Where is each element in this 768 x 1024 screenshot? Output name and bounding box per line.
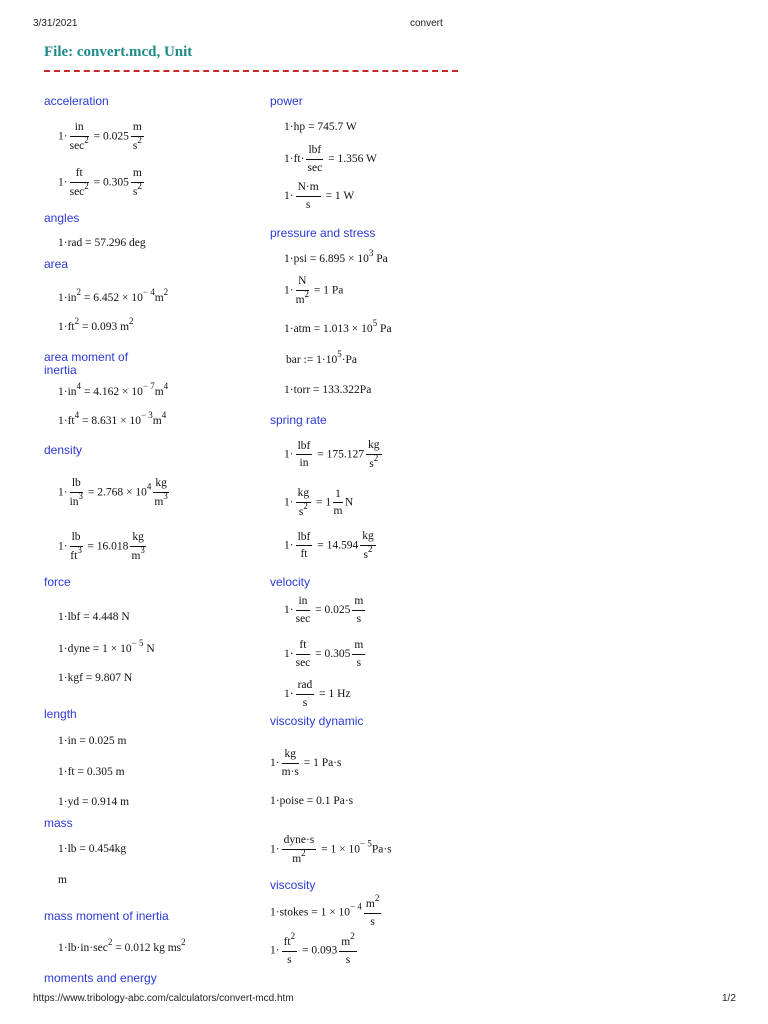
eq-area-in: $1\cdot in^2 = 6.452 \times 10^{- 4}m^2$ — [58, 287, 169, 304]
eq-pressure-psi: $1\cdot psi = 6.895 \times 10^3$ Pa — [284, 248, 388, 265]
eq-area-ft: $1\cdot ft^2 = 0.093$ $m^2$ — [58, 316, 134, 333]
section-force: force — [44, 575, 71, 589]
eq-pressure-torr: 1·torr = 133.322Pa — [284, 384, 372, 396]
eq-acceleration-ft: 1· ft $\sec^2$ = 0.305 $\frac{m}{s^2}$ — [58, 167, 142, 198]
eq-spring-lbf-ft: 1· lbf ft = 14.594 $\frac{kg}{s^2}$ — [284, 530, 374, 561]
eq-spring-kg-s2: 1· $\frac{kg}{s^2}$ = 1 $\frac{1}{m}$ N — [284, 487, 354, 518]
eq-pressure-bar: bar := $1\cdot 10^5\cdot Pa$ — [286, 349, 358, 366]
eq-viscosity-dynamic-poise: 1·poise = 0.1 Pa·s — [270, 795, 354, 807]
eq-angles-rad: 1·rad = 57.296 deg — [58, 237, 146, 249]
page-title: File: convert.mcd, Unit — [44, 44, 193, 60]
eq-mass-moment: $1\cdot lb\cdot in\cdot\sec^2 = 0.012$ kg $ms^2$ — [58, 937, 186, 954]
section-power: power — [270, 94, 303, 108]
section-pressure-and-stress: pressure and stress — [270, 226, 376, 240]
eq-pressure-atm: $1\cdot atm = 1.013 \times 10^5$ Pa — [284, 318, 392, 335]
section-acceleration: acceleration — [44, 94, 109, 108]
header-date: 3/31/2021 — [33, 18, 78, 29]
eq-length-ft: 1·ft = 0.305 m — [58, 766, 125, 778]
section-moments-and-energy: moments and energy — [44, 971, 157, 985]
eq-density-ft: 1· $\frac{lb}{ft^3}$ = 16.018 $\frac{kg}{m^3}$ — [58, 531, 145, 562]
section-spring-rate: spring rate — [270, 413, 327, 427]
eq-power-hp: 1·hp = 745.7 W — [284, 121, 357, 133]
section-area: area — [44, 257, 69, 271]
eq-acceleration-in: 1· in $\sec^2$ = 0.025 $\frac{m}{s^2}$ — [58, 121, 142, 152]
section-viscosity: viscosity — [270, 878, 316, 892]
eq-spring-lbf-in: 1· lbf in = 175.127 $\frac{kg}{s^2}$ — [284, 439, 380, 470]
section-velocity: velocity — [270, 575, 311, 589]
eq-area-moment-ft: $1\cdot ft^4 = 8.631 \times 10^{- 3}m^4$ — [58, 410, 167, 427]
title-divider — [44, 70, 458, 72]
eq-power-ftlbf: 1·ft· lbf sec = 1.356 W — [284, 144, 377, 174]
eq-velocity-in: 1· in sec = 0.025 $\frac{m}{s}$ — [284, 595, 364, 625]
eq-force-kgf: 1·kgf = 9.807 N — [58, 672, 133, 684]
eq-pressure-npm2: 1· $\frac{N}{m^2}$ = 1 Pa — [284, 275, 344, 306]
section-mass: mass — [44, 816, 73, 830]
eq-mass-lb: 1·lb = 0.454kg — [58, 843, 127, 855]
header-title: convert — [410, 18, 443, 29]
section-viscosity-dynamic: viscosity dynamic — [270, 714, 364, 728]
eq-velocity-ft: 1· ft sec = 0.305 $\frac{m}{s}$ — [284, 639, 364, 669]
eq-force-lbf: 1·lbf = 4.448 N — [58, 611, 130, 623]
footer-url[interactable]: https://www.tribology-abc.com/calculators/convert-mcd.htm — [33, 993, 294, 1004]
eq-viscosity-dynamic-kg: 1· $\frac{kg}{m\cdot s}$ = 1 Pa·s — [270, 748, 342, 778]
eq-viscosity-dynamic-dyne: 1· dyne·s $m^2$ = $1 \times 10^{- 5}Pa\cdot s$ — [270, 834, 392, 865]
eq-power-nm: 1· $\frac{N\cdot m}{s}$ = 1 W — [284, 181, 355, 211]
section-angles: angles — [44, 211, 80, 225]
eq-velocity-rad: 1· rad s = 1 Hz — [284, 679, 351, 709]
eq-mass-slug: m — [58, 874, 67, 886]
section-density: density — [44, 443, 83, 457]
eq-length-in: 1·in = 0.025 m — [58, 735, 127, 747]
eq-force-dyne: 1·dyne = $1 \times 10^{- 5}$ N — [58, 638, 155, 655]
section-mass-moment-of-inertia: mass moment of inertia — [44, 909, 169, 923]
eq-viscosity-ft2: 1· $\frac{ft^2}{s}$ = 0.093 $\frac{m^2}{s}$ — [270, 931, 355, 966]
section-length: length — [44, 707, 77, 721]
eq-density-in: 1· $\frac{lb}{in^3}$ = $2.768 \times 10^4$ $\frac{kg}{m^3}$ — [58, 477, 168, 508]
footer-page-number: 1/2 — [722, 993, 736, 1004]
eq-viscosity-stokes: 1·stokes = $1 \times 10^{- 4}$ $\frac{m^2}{s}$ — [270, 893, 380, 928]
eq-area-moment-in: $1\cdot in^4 = 4.162 \times 10^{- 7}m^4$ — [58, 381, 169, 398]
eq-length-yd: 1·yd = 0.914 m — [58, 796, 130, 808]
section-area-moment-of-inertia: area moment of inertia — [44, 351, 129, 375]
